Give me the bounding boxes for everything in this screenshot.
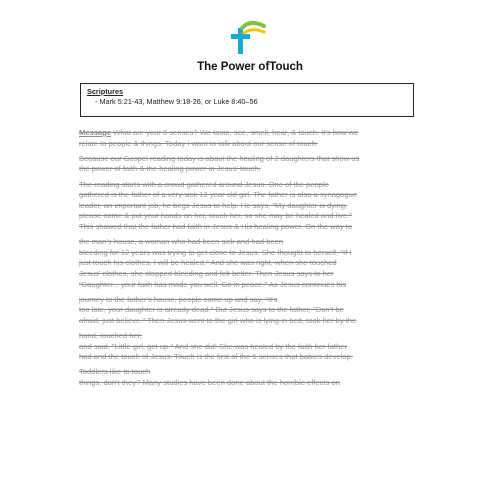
scripture-references: - Mark 5:21-43, Matthew 9:18-26, or Luke 8:40–56	[95, 97, 258, 106]
ministry-logo	[226, 20, 266, 56]
text-line: Jesus' clothes, she stopped bleeding and felt better. Then Jesus says to her	[79, 268, 334, 278]
text-line: "Daughter... your faith has made you well. Go in peace." As Jesus continues his	[79, 279, 347, 289]
text-line: had and the touch of Jesus. Touch is the first of the 5 senses that babies develop.	[79, 352, 353, 362]
scriptures-box	[80, 83, 414, 117]
text-line: Message What are your 5 senses? We taste, see, smell, hear, & touch. It's how we	[79, 128, 359, 137]
text-line: things, don't they? Many studies have been done about the horrible effects on	[79, 378, 340, 388]
text-line: Toddlers like to touch	[79, 367, 151, 377]
scriptures-heading: Scriptures	[87, 87, 124, 96]
text-line: the man's house, a woman who had been sick and had been	[79, 237, 284, 247]
text-line: and said, "Little girl, get up." And she did! She was healed by the faith her father	[79, 341, 347, 351]
message-paragraph	[79, 180, 424, 233]
message-paragraph	[79, 331, 424, 363]
text-line: gathered is the father of a very sick 12 year old girl. The father is also a synagogue	[79, 190, 358, 200]
message-paragraph	[79, 295, 424, 327]
text-line: hand, touched her,	[79, 331, 142, 341]
text-line: relate to people & things. Today I want to talk about our sense of touch.	[79, 138, 318, 148]
cross-icon	[226, 20, 266, 56]
message-label: Message	[79, 128, 112, 137]
message-paragraph	[79, 128, 424, 149]
message-body	[79, 128, 424, 393]
text-line: leader, an important job, he begs Jesus to help. He says, "My daughter is dying,	[79, 200, 348, 210]
text-line: just touch his clothes, I will be healed." And she was right, when she touched	[79, 258, 337, 268]
text-line: the power of faith & the healing power in Jesus' touch.	[79, 164, 261, 174]
text-line: This showed that the father had faith in Jesus & His healing power. On the way to	[79, 221, 353, 231]
text-line: afraid, just believe." Then Jesus went to the girl who is lying in bed, took her by the	[79, 315, 357, 325]
message-paragraph	[79, 237, 424, 290]
text-line: please come & put your hands on her, touch her, so she may be healed and live."	[79, 211, 352, 221]
text-line: too late, your daughter is already dead." But Jesus says to the father, "Don't be	[79, 305, 344, 315]
message-paragraph	[79, 154, 424, 175]
text-line: bleeding for 12 years was trying to get close to Jesus. She thought to herself, "If I	[79, 247, 352, 257]
message-paragraph	[79, 367, 424, 388]
text-line: Because our Gospel reading today is about the healing of 2 daughters that show us	[79, 153, 360, 163]
text-line: journey to the father's house, people come up and say, "It's	[79, 294, 278, 304]
text-line: The reading starts with a crowd gathered around Jesus. One of the people	[79, 179, 329, 189]
page-title: The Power ofTouch	[197, 61, 303, 73]
